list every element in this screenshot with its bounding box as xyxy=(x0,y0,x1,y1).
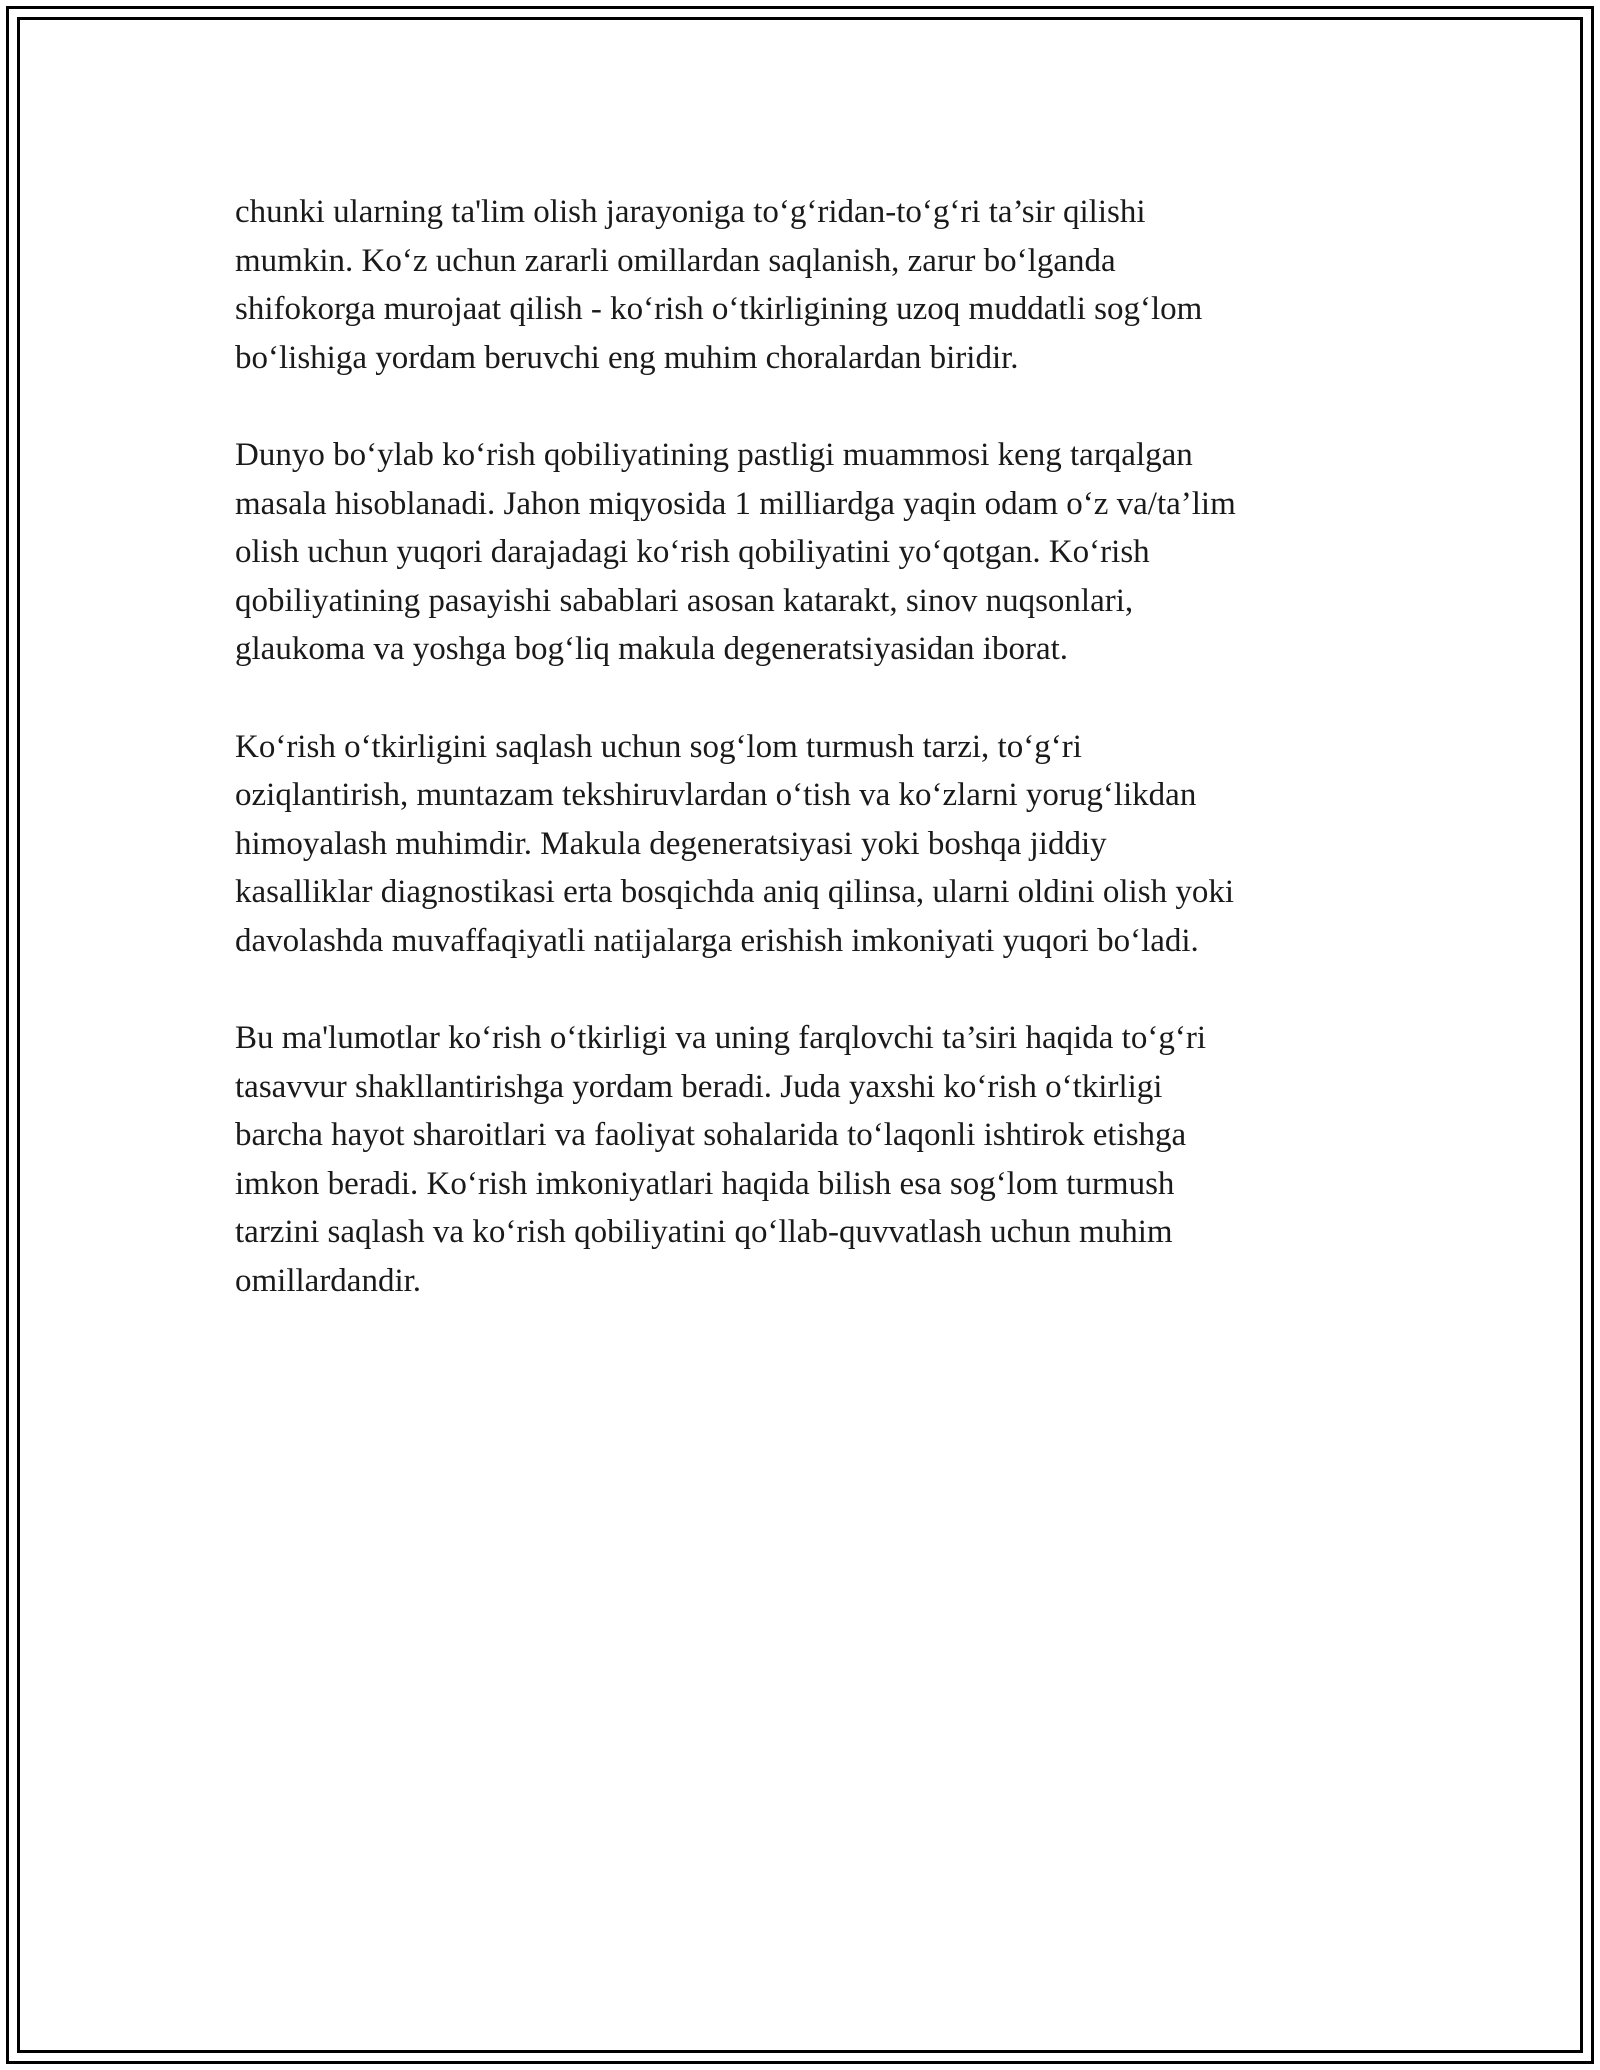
text-line: mumkin. Ko‘z uchun zararli omillardan saqlanish, zarur bo‘lganda xyxy=(235,242,1116,279)
text-line: davolashda muvaffaqiyatli natijalarga erishish imkoniyati yuqori bo‘ladi. xyxy=(235,922,1199,959)
paragraph-3 xyxy=(235,723,1375,966)
text-line: omillardandir. xyxy=(235,1262,422,1299)
text-line: tarzini saqlash va ko‘rish qobiliyatini qo‘llab-quvvatlash uchun muhim xyxy=(235,1214,1173,1250)
text-line: kasalliklar diagnostikasi erta bosqichda aniq qilinsa, ularni oldini olish yoki xyxy=(235,874,1234,910)
paragraph-2 xyxy=(235,431,1375,674)
text-line: qobiliyatining pasayishi sabablari asosan katarakt, sinov nuqsonlari, xyxy=(235,582,1134,619)
paragraph-4 xyxy=(235,1014,1375,1305)
text-line: shifokorga murojaat qilish - ko‘rish o‘tkirligining uzoq muddatli sog‘lom xyxy=(235,291,1203,327)
text-line: Dunyo bo‘ylab ko‘rish qobiliyatining pastligi muammosi keng tarqalgan xyxy=(235,437,1193,473)
text-line: olish uchun yuqori darajadagi ko‘rish qobiliyatini yo‘qotgan. Ko‘rish xyxy=(235,534,1150,570)
text-line: Ko‘rish o‘tkirligini saqlash uchun sog‘lom turmush tarzi, to‘g‘ri xyxy=(235,728,1082,765)
text-line: chunki ularning ta'lim olish jarayoniga to‘g‘ridan-to‘g‘ri ta’sir qilishi xyxy=(235,194,1146,230)
text-line: bo‘lishiga yordam beruvchi eng muhim choralardan biridir. xyxy=(235,339,1019,376)
paragraph-1 xyxy=(235,188,1375,382)
text-line: glaukoma va yoshga bog‘liq makula degeneratsiyasidan iborat. xyxy=(235,631,1069,667)
text-line: masala hisoblanadi. Jahon miqyosida 1 milliardga yaqin odam o‘z va/ta’lim xyxy=(235,485,1236,522)
text-line: barcha hayot sharoitlari va faoliyat sohalarida to‘laqonli ishtirok etishga xyxy=(235,1117,1187,1153)
document-body xyxy=(235,188,1375,1354)
text-line: imkon beradi. Ko‘rish imkoniyatlari haqida bilish esa sog‘lom turmush xyxy=(235,1165,1175,1202)
text-line: himoyalash muhimdir. Makula degeneratsiyasi yoki boshqa jiddiy xyxy=(235,825,1107,862)
text-line: Bu ma'lumotlar ko‘rish o‘tkirligi va uning farqlovchi ta’siri haqida to‘g‘ri xyxy=(235,1020,1206,1056)
text-line: tasavvur shakllantirishga yordam beradi. Juda yaxshi ko‘rish o‘tkirligi xyxy=(235,1068,1163,1105)
text-line: oziqlantirish, muntazam tekshiruvlardan o‘tish va ko‘zlarni yorug‘likdan xyxy=(235,777,1197,813)
